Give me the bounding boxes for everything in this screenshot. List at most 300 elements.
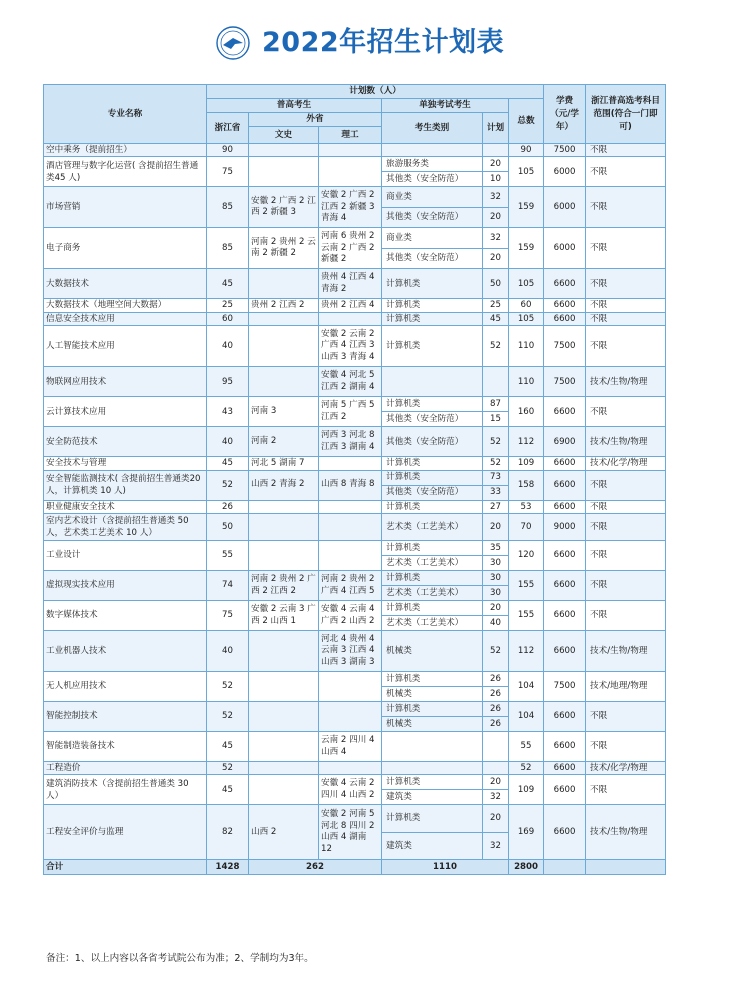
fee-cell: 6600 (544, 762, 586, 775)
wenshi-cell (249, 541, 319, 571)
category-cell: 计算机类 (382, 299, 483, 312)
header-dandu: 单独考试考生 (382, 99, 509, 113)
plan-count-cell: 20 (483, 157, 509, 172)
major-name-cell: 智能制造装备技术 (44, 732, 207, 762)
subject-range-cell: 不限 (586, 601, 666, 631)
table-row (44, 805, 666, 833)
category-cell: 旅游服务类 (382, 157, 483, 172)
zhejiang-cell: 45 (207, 457, 249, 470)
total-count-cell: 155 (509, 601, 544, 631)
category-cell: 计算机类 (382, 672, 483, 687)
fee-cell: 7500 (544, 367, 586, 397)
ligong-cell (319, 514, 382, 541)
ligong-cell (319, 702, 382, 732)
ligong-cell (319, 457, 382, 470)
major-name-cell: 信息安全技术应用 (44, 312, 207, 325)
total-count-cell: 158 (509, 470, 544, 500)
category-cell: 机械类 (382, 717, 483, 732)
subject-range-cell: 不限 (586, 702, 666, 732)
category-cell: 其他类（安全防范） (382, 427, 483, 457)
fee-cell: 6600 (544, 631, 586, 672)
wenshi-cell: 河南 2 (249, 427, 319, 457)
subject-range-cell: 技术/生物/物理 (586, 367, 666, 397)
category-cell: 建筑类 (382, 790, 483, 805)
major-name-cell: 物联网应用技术 (44, 367, 207, 397)
fee-cell: 6600 (544, 805, 586, 860)
wenshi-cell: 安徽 2 广西 2 江西 2 新疆 3 (249, 187, 319, 228)
major-name-cell: 安全技术与管理 (44, 457, 207, 470)
zhejiang-cell: 85 (207, 187, 249, 228)
major-name-cell: 大数据技术（地理空间大数据） (44, 299, 207, 312)
total-count-cell: 110 (509, 326, 544, 367)
fee-cell: 6600 (544, 457, 586, 470)
total-label: 合计 (44, 860, 207, 875)
table-row (44, 312, 666, 325)
ligong-cell: 安徽 4 云南 2 四川 4 山西 2 (319, 775, 382, 805)
fee-cell: 6600 (544, 299, 586, 312)
category-cell: 计算机类 (382, 470, 483, 485)
subject-range-cell: 不限 (586, 326, 666, 367)
total-req-empty (586, 860, 666, 875)
ligong-cell: 河南 2 贵州 2 广西 4 江西 5 (319, 571, 382, 601)
subject-range-cell: 不限 (586, 269, 666, 299)
table-row (44, 631, 666, 672)
subject-range-cell: 技术/生物/物理 (586, 427, 666, 457)
fee-cell: 9000 (544, 514, 586, 541)
header-plan-count: 计划 (483, 113, 509, 144)
header-ligong: 理工 (319, 127, 382, 144)
zhejiang-cell: 85 (207, 228, 249, 269)
table-row (44, 144, 666, 157)
wenshi-cell (249, 367, 319, 397)
table-row (44, 427, 666, 457)
wenshi-cell: 河北 5 湖南 7 (249, 457, 319, 470)
major-name-cell: 建筑消防技术（含提前招生普通类 30 人） (44, 775, 207, 805)
wenshi-cell: 山西 2 (249, 805, 319, 860)
fee-cell: 7500 (544, 144, 586, 157)
plan-count-cell: 33 (483, 485, 509, 500)
wenshi-cell (249, 269, 319, 299)
subject-range-cell: 不限 (586, 732, 666, 762)
header-wenshi: 文史 (249, 127, 319, 144)
major-name-cell: 安全防范技术 (44, 427, 207, 457)
plan-count-cell: 35 (483, 541, 509, 556)
wenshi-cell (249, 157, 319, 187)
subject-range-cell: 技术/化学/物理 (586, 457, 666, 470)
plan-count-cell: 87 (483, 397, 509, 412)
footnote: 备注：1、以上内容以各省考试院公布为准；2、学制均为3年。 (46, 953, 314, 964)
ligong-cell: 安徽 2 云南 2 广西 4 江西 3 山西 3 青海 4 (319, 326, 382, 367)
category-cell: 计算机类 (382, 571, 483, 586)
total-count-cell: 169 (509, 805, 544, 860)
fee-cell: 6000 (544, 228, 586, 269)
ligong-cell (319, 672, 382, 702)
plan-count-cell: 45 (483, 312, 509, 325)
category-cell: 计算机类 (382, 775, 483, 790)
subject-range-cell: 不限 (586, 514, 666, 541)
fee-cell: 6600 (544, 269, 586, 299)
total-count-cell: 120 (509, 541, 544, 571)
major-name-cell: 工业机器人技术 (44, 631, 207, 672)
plan-count-cell (483, 732, 509, 762)
category-cell: 商业类 (382, 187, 483, 208)
plan-count-cell: 50 (483, 269, 509, 299)
wenshi-cell: 河南 3 (249, 397, 319, 427)
ligong-cell (319, 500, 382, 513)
category-cell: 艺术类（工艺美术） (382, 586, 483, 601)
major-name-cell: 工业设计 (44, 541, 207, 571)
page-title: 2022年招生计划表 (262, 27, 505, 58)
category-cell: 建筑类 (382, 832, 483, 860)
ligong-cell (319, 312, 382, 325)
table-row (44, 672, 666, 687)
total-count-cell: 159 (509, 187, 544, 228)
header-fee: 学费（元/学年） (544, 85, 586, 144)
zhejiang-cell: 40 (207, 326, 249, 367)
total-row (44, 860, 666, 875)
fee-cell: 6600 (544, 775, 586, 805)
total-count-cell: 53 (509, 500, 544, 513)
subject-range-cell: 不限 (586, 500, 666, 513)
subject-range-cell: 技术/化学/物理 (586, 762, 666, 775)
header-plan: 计划数（人） (207, 85, 544, 99)
fee-cell: 7500 (544, 672, 586, 702)
total-all: 2800 (509, 860, 544, 875)
total-count-cell: 90 (509, 144, 544, 157)
table-row (44, 775, 666, 790)
wenshi-cell: 安徽 2 云南 3 广西 2 山西 1 (249, 601, 319, 631)
zhejiang-cell: 40 (207, 427, 249, 457)
ligong-cell (319, 157, 382, 187)
subject-range-cell: 不限 (586, 228, 666, 269)
plan-count-cell: 30 (483, 556, 509, 571)
wenshi-cell: 贵州 2 江西 2 (249, 299, 319, 312)
category-cell: 商业类 (382, 228, 483, 249)
wenshi-cell: 山西 2 青海 2 (249, 470, 319, 500)
page-header (0, 24, 736, 64)
table-row (44, 157, 666, 172)
fee-cell: 6600 (544, 470, 586, 500)
total-count-cell: 104 (509, 672, 544, 702)
plan-count-cell: 20 (483, 248, 509, 269)
fee-cell: 6600 (544, 397, 586, 427)
zhejiang-cell: 90 (207, 144, 249, 157)
subject-range-cell: 技术/生物/物理 (586, 805, 666, 860)
plan-count-cell: 26 (483, 702, 509, 717)
zhejiang-cell: 25 (207, 299, 249, 312)
major-name-cell: 数字媒体技术 (44, 601, 207, 631)
header-putong: 普高考生 (207, 99, 382, 113)
major-name-cell: 酒店管理与数字化运营( 含提前招生普通类45 人) (44, 157, 207, 187)
major-name-cell: 智能控制技术 (44, 702, 207, 732)
zhejiang-cell: 95 (207, 367, 249, 397)
plan-count-cell (483, 144, 509, 157)
subject-range-cell: 不限 (586, 470, 666, 500)
table-row (44, 732, 666, 762)
fee-cell: 6000 (544, 187, 586, 228)
total-count-cell: 155 (509, 571, 544, 601)
total-count-cell: 109 (509, 457, 544, 470)
major-name-cell: 云计算技术应用 (44, 397, 207, 427)
header-subject-range: 浙江普高选考科目范围(符合一门即可) (586, 85, 666, 144)
plan-count-cell: 20 (483, 207, 509, 228)
ligong-cell: 安徽 2 广西 2 江西 2 新疆 3 青海 4 (319, 187, 382, 228)
table-row (44, 702, 666, 717)
plan-count-cell: 15 (483, 412, 509, 427)
plan-count-cell: 26 (483, 687, 509, 702)
major-name-cell: 无人机应用技术 (44, 672, 207, 702)
zhejiang-cell: 26 (207, 500, 249, 513)
subject-range-cell: 不限 (586, 144, 666, 157)
plan-count-cell: 20 (483, 805, 509, 833)
total-zhejiang: 1428 (207, 860, 249, 875)
fee-cell: 6600 (544, 571, 586, 601)
category-cell (382, 732, 483, 762)
category-cell: 计算机类 (382, 312, 483, 325)
plan-count-cell: 20 (483, 601, 509, 616)
wenshi-cell (249, 702, 319, 732)
table-row (44, 601, 666, 616)
total-count-cell: 60 (509, 299, 544, 312)
table-row (44, 326, 666, 367)
header-major: 专业名称 (44, 85, 207, 144)
plan-count-cell: 52 (483, 457, 509, 470)
plan-count-cell: 25 (483, 299, 509, 312)
wenshi-cell (249, 144, 319, 157)
subject-range-cell: 不限 (586, 187, 666, 228)
wenshi-cell (249, 672, 319, 702)
table-row (44, 762, 666, 775)
wenshi-cell (249, 775, 319, 805)
category-cell: 计算机类 (382, 500, 483, 513)
school-logo-icon (216, 26, 250, 60)
zhejiang-cell: 52 (207, 672, 249, 702)
subject-range-cell: 不限 (586, 157, 666, 187)
ligong-cell: 河南 5 广西 5 江西 2 (319, 397, 382, 427)
plan-count-cell: 32 (483, 832, 509, 860)
ligong-cell: 河南 6 贵州 2 云南 2 广西 2 新疆 2 (319, 228, 382, 269)
table-row (44, 514, 666, 541)
category-cell: 计算机类 (382, 702, 483, 717)
fee-cell: 6600 (544, 500, 586, 513)
category-cell: 艺术类（工艺美术） (382, 514, 483, 541)
wenshi-cell (249, 631, 319, 672)
category-cell (382, 144, 483, 157)
table-row (44, 269, 666, 299)
zhejiang-cell: 43 (207, 397, 249, 427)
total-dandu: 1110 (382, 860, 509, 875)
zhejiang-cell: 75 (207, 601, 249, 631)
subject-range-cell: 技术/地理/物理 (586, 672, 666, 702)
plan-count-cell: 73 (483, 470, 509, 485)
major-name-cell: 空中乘务（提前招生） (44, 144, 207, 157)
zhejiang-cell: 52 (207, 762, 249, 775)
table-row (44, 228, 666, 249)
fee-cell: 6600 (544, 312, 586, 325)
subject-range-cell: 不限 (586, 299, 666, 312)
wenshi-cell (249, 732, 319, 762)
enrollment-plan-table (43, 84, 665, 875)
zhejiang-cell: 55 (207, 541, 249, 571)
ligong-cell: 河西 3 河北 8 江西 3 湖南 4 (319, 427, 382, 457)
table-row (44, 470, 666, 485)
zhejiang-cell: 74 (207, 571, 249, 601)
category-cell: 计算机类 (382, 805, 483, 833)
zhejiang-cell: 45 (207, 775, 249, 805)
total-waisheng: 262 (249, 860, 382, 875)
major-name-cell: 安全智能监测技术( 含提前招生普通类20 人，计算机类 10 人) (44, 470, 207, 500)
ligong-cell: 安徽 4 云南 4 广西 2 山西 2 (319, 601, 382, 631)
table-row (44, 457, 666, 470)
total-count-cell: 110 (509, 367, 544, 397)
category-cell: 机械类 (382, 631, 483, 672)
category-cell: 其他类（安全防范） (382, 248, 483, 269)
total-count-cell: 112 (509, 427, 544, 457)
header-category: 考生类别 (382, 113, 483, 144)
ligong-cell: 山西 8 青海 8 (319, 470, 382, 500)
zhejiang-cell: 45 (207, 732, 249, 762)
total-count-cell: 70 (509, 514, 544, 541)
ligong-cell: 河北 4 贵州 4 云南 3 江西 4 山西 3 湖南 3 (319, 631, 382, 672)
major-name-cell: 室内艺术设计（含提前招生普通类 50 人，艺术类工艺美术 10 人） (44, 514, 207, 541)
subject-range-cell: 不限 (586, 571, 666, 601)
ligong-cell (319, 144, 382, 157)
major-name-cell: 虚拟现实技术应用 (44, 571, 207, 601)
major-name-cell: 电子商务 (44, 228, 207, 269)
plan-count-cell: 20 (483, 775, 509, 790)
total-count-cell: 104 (509, 702, 544, 732)
category-cell: 计算机类 (382, 326, 483, 367)
header-zhejiang: 浙江省 (207, 113, 249, 144)
zhejiang-cell: 52 (207, 470, 249, 500)
table-row (44, 571, 666, 586)
category-cell: 计算机类 (382, 541, 483, 556)
ligong-cell: 贵州 4 江西 4 青海 2 (319, 269, 382, 299)
plan-count-cell: 27 (483, 500, 509, 513)
fee-cell: 6600 (544, 702, 586, 732)
category-cell: 其他类（安全防范） (382, 412, 483, 427)
total-count-cell: 160 (509, 397, 544, 427)
subject-range-cell: 技术/生物/物理 (586, 631, 666, 672)
zhejiang-cell: 45 (207, 269, 249, 299)
category-cell: 艺术类（工艺美术） (382, 556, 483, 571)
ligong-cell: 云南 2 四川 4 山西 4 (319, 732, 382, 762)
major-name-cell: 工程造价 (44, 762, 207, 775)
major-name-cell: 大数据技术 (44, 269, 207, 299)
total-count-cell: 55 (509, 732, 544, 762)
header-total-count: 总数 (509, 99, 544, 144)
category-cell: 计算机类 (382, 269, 483, 299)
total-count-cell: 109 (509, 775, 544, 805)
table-row (44, 397, 666, 412)
zhejiang-cell: 40 (207, 631, 249, 672)
total-count-cell: 52 (509, 762, 544, 775)
table-row (44, 367, 666, 397)
ligong-cell: 贵州 2 江西 4 (319, 299, 382, 312)
plan-count-cell: 26 (483, 717, 509, 732)
plan-count-cell: 32 (483, 187, 509, 208)
table-row (44, 541, 666, 556)
wenshi-cell (249, 312, 319, 325)
ligong-cell: 安徽 4 河北 5 江西 2 湖南 4 (319, 367, 382, 397)
category-cell: 其他类（安全防范） (382, 207, 483, 228)
fee-cell: 6000 (544, 157, 586, 187)
zhejiang-cell: 75 (207, 157, 249, 187)
fee-cell: 6600 (544, 732, 586, 762)
plan-count-cell: 52 (483, 427, 509, 457)
table-row (44, 500, 666, 513)
subject-range-cell: 不限 (586, 775, 666, 805)
plan-count-cell (483, 762, 509, 775)
plan-count-cell (483, 367, 509, 397)
category-cell: 其他类（安全防范） (382, 172, 483, 187)
subject-range-cell: 不限 (586, 397, 666, 427)
major-name-cell: 工程安全评价与监理 (44, 805, 207, 860)
plan-count-cell: 32 (483, 790, 509, 805)
zhejiang-cell: 60 (207, 312, 249, 325)
ligong-cell (319, 541, 382, 571)
category-cell: 计算机类 (382, 397, 483, 412)
category-cell: 艺术类（工艺美术） (382, 616, 483, 631)
plan-count-cell: 30 (483, 586, 509, 601)
total-fee-empty (544, 860, 586, 875)
total-count-cell: 105 (509, 269, 544, 299)
category-cell: 计算机类 (382, 601, 483, 616)
category-cell: 计算机类 (382, 457, 483, 470)
zhejiang-cell: 82 (207, 805, 249, 860)
major-name-cell: 市场营销 (44, 187, 207, 228)
wenshi-cell (249, 514, 319, 541)
total-count-cell: 105 (509, 312, 544, 325)
plan-count-cell: 40 (483, 616, 509, 631)
fee-cell: 6600 (544, 541, 586, 571)
subject-range-cell: 不限 (586, 541, 666, 571)
wenshi-cell (249, 762, 319, 775)
plan-count-cell: 52 (483, 326, 509, 367)
fee-cell: 6600 (544, 601, 586, 631)
major-name-cell: 人工智能技术应用 (44, 326, 207, 367)
zhejiang-cell: 50 (207, 514, 249, 541)
subject-range-cell: 不限 (586, 312, 666, 325)
table-row (44, 299, 666, 312)
ligong-cell (319, 762, 382, 775)
fee-cell: 7500 (544, 326, 586, 367)
total-count-cell: 112 (509, 631, 544, 672)
plan-count-cell: 52 (483, 631, 509, 672)
header-waisheng: 外省 (249, 113, 382, 127)
total-count-cell: 159 (509, 228, 544, 269)
category-cell: 机械类 (382, 687, 483, 702)
category-cell (382, 762, 483, 775)
plan-count-cell: 10 (483, 172, 509, 187)
wenshi-cell (249, 326, 319, 367)
major-name-cell: 职业健康安全技术 (44, 500, 207, 513)
wenshi-cell: 河南 2 贵州 2 广西 2 江西 2 (249, 571, 319, 601)
wenshi-cell: 河南 2 贵州 2 云南 2 新疆 2 (249, 228, 319, 269)
plan-count-cell: 30 (483, 571, 509, 586)
wenshi-cell (249, 500, 319, 513)
table-row (44, 187, 666, 208)
total-count-cell: 105 (509, 157, 544, 187)
category-cell (382, 367, 483, 397)
plan-count-cell: 20 (483, 514, 509, 541)
category-cell: 其他类（安全防范） (382, 485, 483, 500)
zhejiang-cell: 52 (207, 702, 249, 732)
plan-count-cell: 32 (483, 228, 509, 249)
plan-count-cell: 26 (483, 672, 509, 687)
fee-cell: 6900 (544, 427, 586, 457)
ligong-cell: 安徽 2 河南 5 河北 8 四川 2 山西 4 湖南 12 (319, 805, 382, 860)
